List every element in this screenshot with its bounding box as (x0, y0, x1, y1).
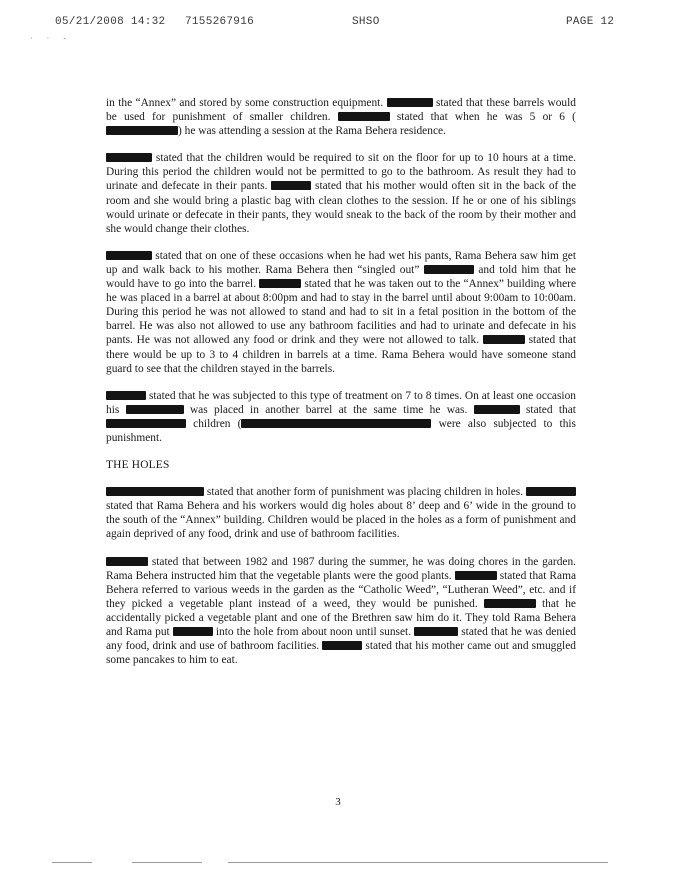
redaction-bar (106, 487, 204, 496)
text-segment: in the “Annex” and stored by some construction equipment. (106, 97, 384, 109)
text-segment: stated that his mother would often sit in the back of the room and she would bring a plastic bag with clean clothes to the session. If he or one of his siblings would urinate or defecate in their pants, they would sneak to the back of the room by their mother and she would change their clothes. (106, 180, 576, 235)
paragraph-holes-punishment (106, 485, 576, 541)
paragraph-garden-weeds (106, 555, 576, 668)
text-segment: stated that the children would be required to sit on the floor for up to 10 hours at a time. During this period the children would not be permitted to go to the bathroom. As result they had to urinate and defecate in their pants. (106, 152, 576, 193)
paragraph-repeated-treatment (106, 389, 576, 445)
redaction-bar (474, 405, 520, 414)
fax-page-label: PAGE 12 (566, 16, 615, 28)
text-segment: stated that between 1982 and 1987 during the summer, he was doing chores in the garden. Rama Behera instructed him that the vegetable plants were the good plants. (106, 555, 576, 582)
redaction-bar (338, 112, 390, 121)
redaction-bar (106, 419, 186, 428)
scan-edge-line (132, 862, 202, 863)
scan-specks: · · - (30, 34, 72, 43)
redaction-bar (424, 265, 474, 274)
redaction-bar (322, 641, 362, 650)
fax-phone-number: 7155267916 (185, 16, 255, 28)
text-segment: stated that Rama Behera referred to various weeds in the garden as the “Catholic Weed”, “Lutheran Weed”, etc. and if they picked a vegetable plant instead of a weed, they would be punished. (106, 569, 576, 610)
paragraph-annex-barrels (106, 96, 576, 138)
text-segment: into the hole from about noon until sunset. (215, 626, 412, 638)
redaction-bar (106, 557, 148, 566)
section-heading-the-holes: THE HOLES (106, 459, 170, 472)
redaction-bar (414, 627, 458, 636)
text-segment: stated that another form of punishment was placing children in holes. (206, 486, 524, 499)
text-segment: stated that he was subjected to this type of treatment on 7 to 8 times. On at least one occasion his (106, 389, 576, 416)
text-segment: ) he was attending a session at the Rama Behera residence. (178, 125, 446, 138)
text-segment: children ( (193, 417, 242, 430)
text-segment: stated that on one of these occasions when he had wet his pants, Rama Behera saw him get up and walk back to his mother. Rama Behera then “singled out” (106, 249, 576, 276)
redaction-bar (526, 487, 576, 496)
text-segment: stated that these barrels would be used for punishment of smaller children. (106, 97, 576, 124)
redaction-bar (106, 153, 152, 162)
redaction-bar (455, 571, 497, 580)
fax-sender-org: SHSO (352, 16, 380, 28)
redaction-bar (387, 98, 433, 107)
paragraph-barrel-punishment (106, 249, 576, 376)
document-body (106, 96, 576, 680)
redaction-bar (484, 599, 536, 608)
text-segment: and told him that he would have to go into the barrel. (106, 263, 576, 291)
text-segment: stated that when he was 5 or 6 ( (396, 111, 576, 124)
text-segment: that he accidentally picked a vegetable plant and one of the Brethren saw him do it. They told Rama Behera and Rama put (106, 597, 576, 638)
text-segment: stated that Rama Behera and his workers would dig holes about 8’ deep and 6’ wide in the ground to the south of the “Annex” building. Children would be placed in the holes as a form of punishment and again deprived of any food, drink and use of bathroom facilities. (106, 500, 576, 541)
redaction-bar (106, 251, 152, 260)
fax-date-time: 05/21/2008 14:32 (55, 16, 166, 28)
page-number: 3 (335, 796, 341, 808)
text-segment: stated that there would be up to 3 to 4 children in barrels at a time. Rama Behera would have someone stand guard to see that the children stayed in the barrels. (106, 334, 576, 375)
text-segment: stated that (525, 403, 576, 416)
redaction-bar (483, 335, 525, 344)
text-segment: stated that he was taken out to the “Annex” building where he was placed in a barrel at about 8:00pm and had to stay in the barrel until about 9:00am to 10:00am. During this period he was not allowed to stand and had to sit in a fetal position in the bottom of the barrel. He was also not allowed to use any bathroom facilities and had to urinate and defecate in his pants. He was not allowed any food or drink and they were not allowed to talk. (106, 278, 576, 347)
text-segment: stated that his mother came out and smuggled some pancakes to him to eat. (106, 640, 576, 667)
redaction-bar (259, 279, 301, 288)
text-segment: were also subjected to this punishment. (106, 417, 576, 444)
fax-header (0, 16, 676, 32)
scan-edge-line (228, 862, 608, 863)
redaction-bar (241, 419, 431, 428)
redaction-bar (126, 405, 184, 414)
redaction-bar (106, 126, 178, 135)
scan-edge-line (52, 862, 92, 863)
paragraph-floor-sitting (106, 151, 576, 236)
text-segment: was placed in another barrel at the same time he was. (189, 403, 468, 416)
text-segment: stated that he was denied any food, drink and use of bathroom facilities. (106, 626, 576, 653)
redaction-bar (106, 391, 146, 400)
redaction-bar (271, 181, 311, 190)
redaction-bar (173, 627, 213, 636)
